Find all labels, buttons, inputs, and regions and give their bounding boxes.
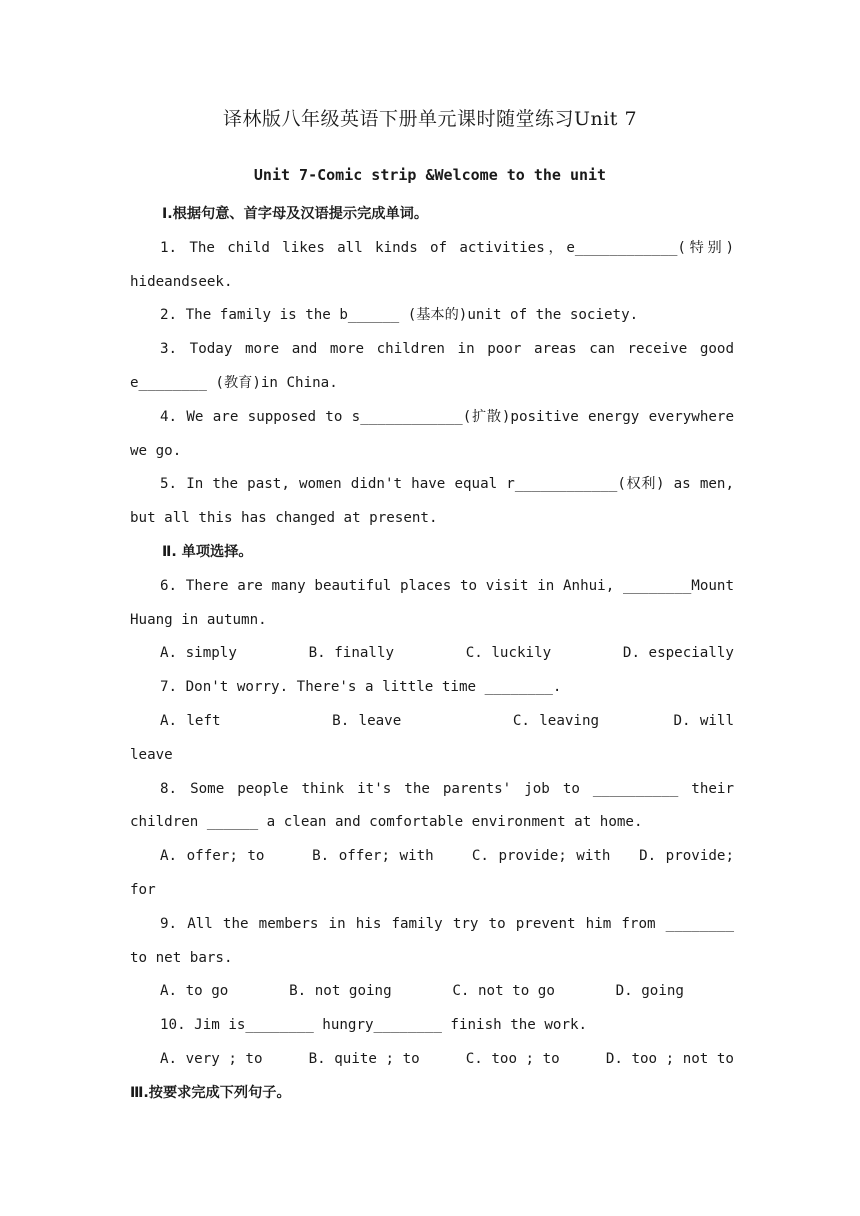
- question-5: 5. In the past, women didn't have equal r____________(权利) as men, but all this has changed at present.: [130, 476, 734, 527]
- option-a: A. to go: [160, 983, 229, 1000]
- question-7-options: [130, 705, 734, 773]
- question-6-options: [130, 637, 734, 671]
- option-c: C. leaving: [512, 712, 600, 729]
- option-a: A. very ; to: [160, 1050, 263, 1067]
- option-b: B. not going: [289, 983, 392, 1000]
- question-1: 1. The child likes all kinds of activities，e____________(特别) hideandseek.: [130, 239, 734, 290]
- section-1-heading: Ⅰ.根据句意、首字母及汉语提示完成单词。: [162, 206, 429, 222]
- question-8-options: [130, 840, 734, 908]
- question-9-options: [130, 975, 734, 1009]
- question-4: 4. We are supposed to s____________(扩散)positive energy everywhere we go.: [130, 408, 734, 459]
- document-title: 译林版八年级英语下册单元课时随堂练习Unit 7: [222, 108, 638, 130]
- option-c: C. luckily: [465, 645, 552, 662]
- option-c: C. too ; to: [465, 1050, 560, 1067]
- option-a: A. simply: [160, 645, 237, 662]
- question-2: 2. The family is the b______ (基本的)unit of the society.: [160, 307, 639, 324]
- option-b: B. quite ; to: [308, 1050, 420, 1067]
- unit-subtitle: Unit 7-Comic strip &Welcome to the unit: [253, 166, 607, 184]
- option-d: D. will leave: [130, 712, 735, 763]
- question-7: 7. Don't worry. There's a little time ________.: [160, 679, 562, 696]
- option-b: B. leave: [332, 712, 402, 729]
- option-d: D. provide; for: [130, 848, 735, 898]
- section-2-heading: Ⅱ. 单项选择。: [162, 543, 253, 560]
- option-d: D. too ; not to: [605, 1050, 734, 1067]
- question-3: 3. Today more and more children in poor areas can receive good e________ (教育)in China.: [130, 341, 734, 391]
- section-3-heading: Ⅲ.按要求完成下列句子。: [130, 1084, 291, 1101]
- option-d: D. especially: [622, 645, 734, 662]
- exercise-content: [130, 198, 734, 1111]
- option-a: A. offer; to: [160, 848, 265, 865]
- question-10-options: [130, 1043, 734, 1077]
- option-b: B. finally: [308, 645, 395, 662]
- question-8: 8. Some people think it's the parents' job to __________ their children ______ a clean and comfortable environment at home.: [130, 780, 734, 831]
- question-10: 10. Jim is________ hungry________ finish the work.: [160, 1017, 588, 1034]
- option-d: D. going: [615, 983, 684, 1000]
- option-b: B. offer; with: [312, 848, 434, 865]
- question-9: 9. All the members in his family try to prevent him from ________ to net bars.: [130, 915, 734, 966]
- question-6: 6. There are many beautiful places to visit in Anhui, ________Mount Huang in autumn.: [130, 577, 734, 628]
- option-c: C. provide; with: [471, 848, 611, 865]
- option-c: C. not to go: [452, 983, 555, 1000]
- option-a: A. left: [160, 712, 221, 729]
